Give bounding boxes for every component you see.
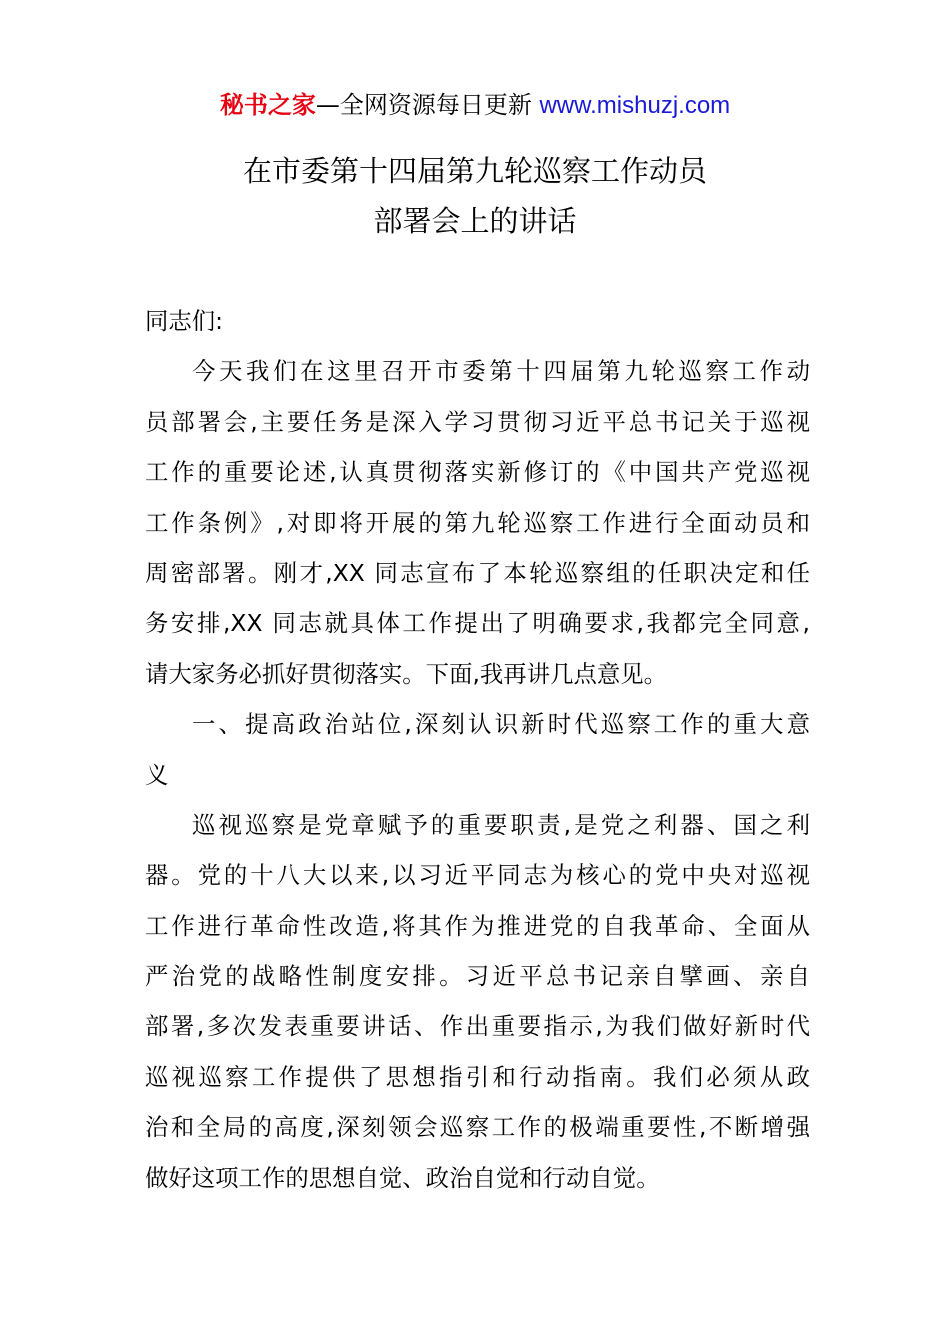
site-url-link[interactable]: www.mishuzj.com — [539, 92, 731, 119]
title-line-1: 在市委第十四届第九轮巡察工作动员 — [242, 154, 707, 188]
paragraph-line: 巡视巡察是党章赋予的重要职责,是党之利器、国之利 — [192, 810, 810, 839]
site-header — [0, 88, 950, 123]
paragraph-intro — [145, 346, 810, 699]
heading-line: 义 — [145, 760, 169, 789]
paragraph-line: 周密部署。刚才,XX 同志宣布了本轮巡察组的任职决定和任 — [145, 558, 810, 587]
paragraph-line: 巡视巡察工作提供了思想指引和行动指南。我们必须从政 — [145, 1062, 810, 1091]
paragraph-line: 治和全局的高度,深刻领会巡察工作的极端重要性,不断增强 — [145, 1113, 810, 1142]
heading-line: 一、提高政治站位,深刻认识新时代巡察工作的重大意 — [192, 710, 810, 739]
paragraph-line: 工作条例》,对即将开展的第九轮巡察工作进行全面动员和 — [145, 508, 810, 537]
paragraph-line: 器。党的十八大以来,以习近平同志为核心的党中央对巡视 — [145, 861, 810, 890]
section-heading-1 — [145, 699, 810, 800]
paragraph-line: 严治党的战略性制度安排。习近平总书记亲自擘画、亲自 — [145, 962, 810, 991]
paragraph-line: 员部署会,主要任务是深入学习贯彻习近平总书记关于巡视 — [145, 407, 810, 436]
site-tagline: —全网资源每日更新 — [315, 91, 540, 119]
paragraph-section-1 — [145, 800, 810, 1203]
document-body — [145, 296, 810, 1203]
paragraph-line: 务安排,XX 同志就具体工作提出了明确要求,我都完全同意, — [145, 609, 810, 638]
paragraph-line: 做好这项工作的思想自觉、政治自觉和行动自觉。 — [145, 1163, 660, 1192]
document-title — [0, 146, 950, 246]
title-line-2: 部署会上的讲话 — [373, 204, 577, 238]
paragraph-line: 工作的重要论述,认真贯彻落实新修订的《中国共产党巡视 — [145, 458, 810, 487]
paragraph-line: 工作进行革命性改造,将其作为推进党的自我革命、全面从 — [145, 911, 810, 940]
paragraph-line: 请大家务必抓好贯彻落实。下面,我再讲几点意见。 — [145, 659, 668, 688]
paragraph-line: 今天我们在这里召开市委第十四届第九轮巡察工作动 — [192, 357, 810, 386]
site-brand: 秘书之家 — [219, 91, 316, 119]
salutation: 同志们: — [145, 307, 224, 335]
paragraph-line: 部署,多次发表重要讲话、作出重要指示,为我们做好新时代 — [145, 1012, 810, 1041]
